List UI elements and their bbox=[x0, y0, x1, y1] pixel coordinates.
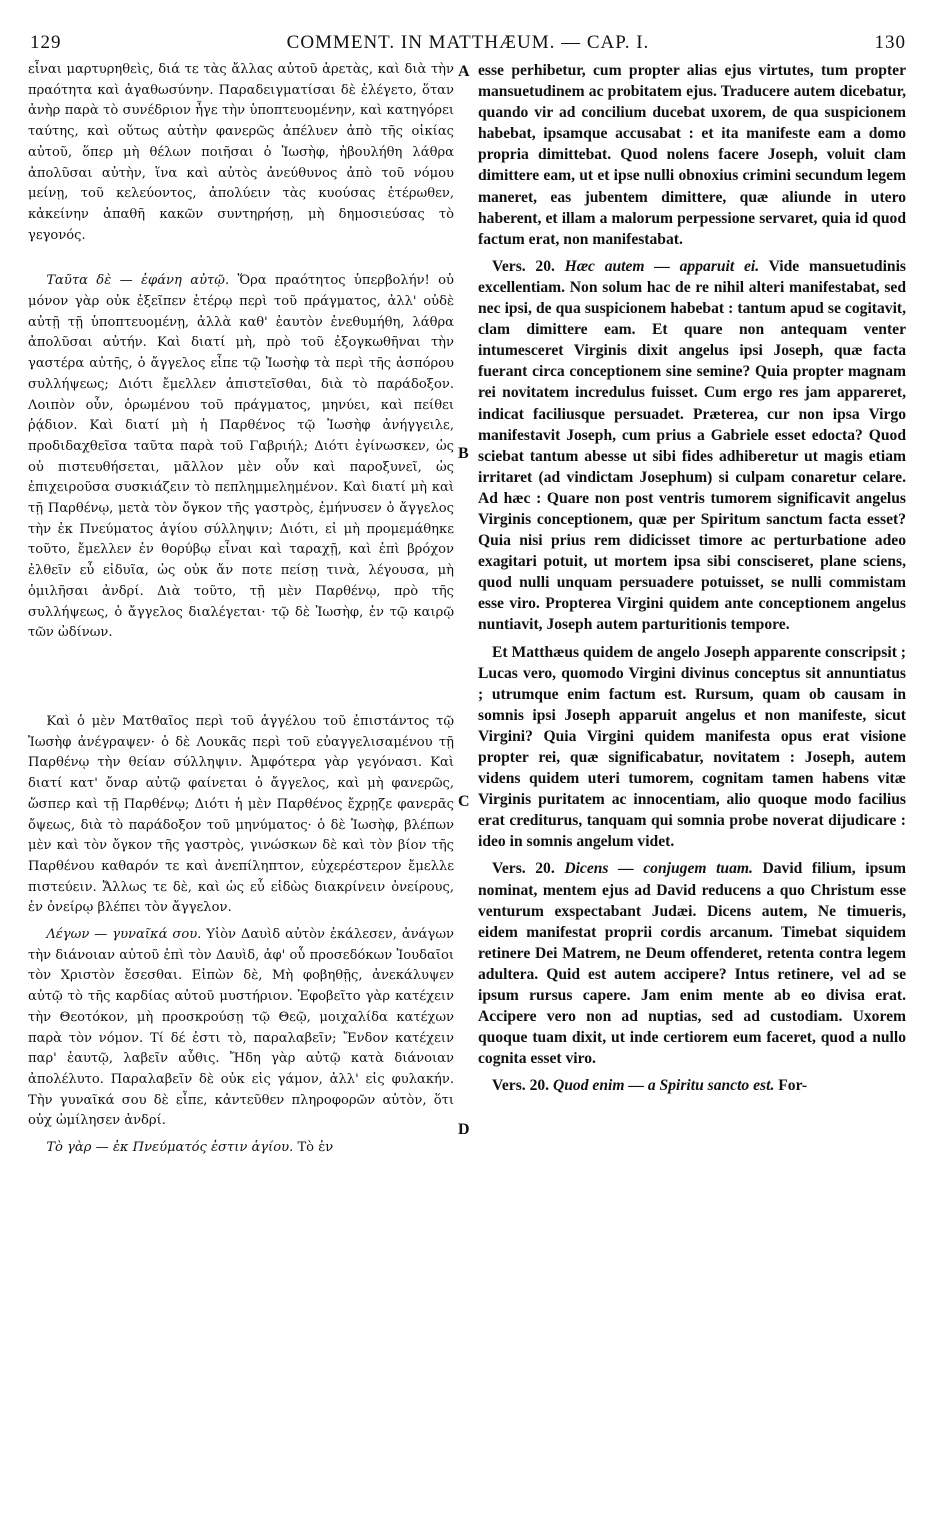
latin-lemma-5: Quod enim — a Spiritu sancto est. bbox=[552, 1077, 775, 1095]
greek-paragraph-5 bbox=[28, 1138, 454, 1159]
greek-text-2: Ὅρα πραότητος ὑπερβολήν! οὐ μόνον γὰρ οὐκ ἐξεῖπεν ἑτέρῳ περὶ τοῦ πράγματος, ἀλλ' οὐδὲ αὐτῇ τῇ ὑποπτευομένῃ, ἀλλὰ καθ' ἑαυτὸν ἐνεθυμήθη, λάθρα ἀπολῦσαι αὐτήν. Καὶ διατί μὴ, πρὸ τοῦ ἐξογκωθῆναι τὴν γαστέρα αὐτῆς, ὁ ἄγγελος εἶπε τῷ Ἰωσὴφ τὰ περὶ τῆς ἀσπόρου συλλήψεως; Διότι ἔμελλεν ἀπιστεῖσθαι, διὰ τὸ παράδοξον. Λοιπὸν οὖν, ὁρωμένου τοῦ πράγματος, μηνύει, καὶ πείθει ῥᾴδιον. Καὶ διατί μὴ ἡ Παρθένος τῷ Ἰωσὴφ ἀνήγγειλε, προδιδαχθεῖσα ταῦτα παρὰ τοῦ Γαβριήλ; Διότι ἐγίνωσκεν, ὡς οὐ πιστευθήσεται, μᾶλλον μὲν οὖν καὶ παροξυνεῖ, ὡς ἐπιχειροῦσα συσκιάζειν τὸ πεπλημμελημένον. Καὶ διατί μὴ καὶ τῇ Παρθένῳ, μετὰ τὸν ὄγκον τῆς γαστρὸς, ἐμήνυσεν ὁ ἄγγελος τὴν ἐκ Πνεύματος ἁγίου σύλληψιν; Διότι, εἰ μὴ προμεμάθηκε τοῦτο, ἔμελλεν ἐν θορύβῳ εἶναι καὶ ταραχῇ, καὶ ἐπὶ βρόχον ἐλθεῖν εὖ εἰδυῖα, ὡς οὐκ ἄν ποτε πείσῃ τινὰ, λέγουσα, μὴ ὁμιλῆσαι ἀνδρί. Διὰ τοῦτο, τῇ μὲν Παρθένῳ, πρὸ τῆς συλλήψεως, ὁ ἄγγελος διαλέγεται· τῷ δὲ Ἰωσὴφ, ἐν τῷ καιρῷ τῶν ὠδίνων. bbox=[28, 273, 454, 641]
latin-paragraph-4 bbox=[478, 858, 906, 1069]
latin-paragraph-5 bbox=[478, 1075, 906, 1096]
greek-text-4: Υἱὸν Δαυὶδ αὐτὸν ἐκάλεσεν, ἀνάγων τὴν διάνοιαν αὐτοῦ ἐπὶ τὸν Δαυὶδ, ἀφ' οὗ προσεδόκων Ἰουδαῖοι τὸν Χριστὸν ἔσεσθαι. Εἰπὼν δὲ, Μὴ φοβηθῇς, ἀνεκάλυψεν αὐτῷ τὸ τῆς καρδίας αὐτοῦ μυστήριον. Ἐφοβεῖτο γὰρ κατέχειν τὴν Θεοτόκον, μὴ προσκρούσῃ τῷ Θεῷ, μοιχαλίδα κατέχων παρὰ τὸν νόμον. Τί δέ ἐστι τὸ, παραλαβεῖν; Ἔνδον κατέχειν παρ' ἑαυτῷ, λαβεῖν αὖθις. Ἤδη γὰρ αὐτῷ κατὰ διάνοιαν ἀπολέλυτο. Παραλαβεῖν δὲ οὐκ εἰς γάμον, ἀλλ' εἰς φυλακήν. Τὴν γυναῖκά σου δὲ εἶπε, κἀντεῦθεν πληροφορῶν αὐτὸν, ὅτι οὐχ ὡμίλησεν ἀνδρί. bbox=[28, 927, 454, 1129]
margin-marker-a: A bbox=[458, 63, 470, 80]
margin-marker-d: D bbox=[458, 1121, 470, 1138]
latin-verse-ref-4: Vers. 20. bbox=[492, 860, 555, 878]
page-number-left: 129 bbox=[30, 32, 62, 53]
running-title: COMMENT. IN MATTHÆUM. — CAP. I. bbox=[286, 32, 650, 53]
latin-text-2: Vide mansuetudinis excellentiam. Non solum hac de re nihil alteri manifestabat, sed nec ipsi, de qua suspicionem habebat : tantum apud se cogitavit, clam dimittere eam. Et quare non antequam venter intumesceret Virginis dixit angelus ipsi Joseph, quæ facta fuerant circa conceptionem sine semine? Quia propter magnam rei novitatem incredulus fuisset. Cum ergo res jam appareret, indicat faciliusque persuadet. Præterea, cur non ipsa Virgo manifestavit Joseph, cum prius a Gabriele esset edocta? Quod sciebat tantum abesse ut sibi fides adhiberetur ut magis etiam irritaret (ad vindictam Josephum) si culpam conaretur celare. Ad hæc : Quare non post ventris tumorem significavit angelus Virginis conceptionem, quæ per Spiritum sanctum facta esset? Quia nisi prius rem didicisset timore ac perturbatione adeo exagitari potuit, ut mortem ipsa sibi consciseret, plane sciens, quod nulli unquam persuadere potuisset, se nulli commistam esse viro. Propterea Virgini quidem ante conceptionem angelus nuntiavit, Joseph autem parturitionis tempore. bbox=[478, 257, 907, 634]
margin-marker-b: B bbox=[458, 445, 469, 462]
latin-lemma-4: Dicens — conjugem tuam. bbox=[564, 860, 753, 878]
latin-paragraph-2 bbox=[478, 256, 906, 636]
greek-paragraph-4 bbox=[28, 925, 454, 1132]
latin-verse-ref-2: Vers. 20. bbox=[492, 257, 555, 275]
latin-verse-ref-5: Vers. 20. bbox=[492, 1077, 550, 1095]
running-header bbox=[30, 32, 906, 58]
latin-paragraph-1: esse perhibetur, cum propter alias ejus virtutes, tum propter mansuetudinem ac probitatem ejus. Traducere autem dicebatur, quando vir ad concilium ducebat uxorem, de qua suspicionem habebat, ipsamque accusabat : et ita manifeste eam a domo propria dimittebat. Quod nolens facere Joseph, voluit clam dimittere eam, ut et ipse nulli obnoxius crimini secundum legem maneret, eas jubentem dimittere, quæ aliunde in utero haberent, et illam a malorum perpessione servaret, quia id quod factum erat, non manifestabat. bbox=[478, 62, 906, 248]
page-number-right: 130 bbox=[874, 32, 906, 53]
latin-lemma-2: Hæc autem — apparuit ei. bbox=[564, 257, 760, 275]
greek-lemma-2: Ταῦτα δὲ — ἐφάνη αὐτῷ. bbox=[46, 273, 230, 289]
margin-marker-c: C bbox=[458, 793, 470, 810]
greek-lemma-4: Λέγων — γυναῖκά σου. bbox=[46, 927, 202, 943]
greek-text-5: Τὸ ἐν bbox=[297, 1140, 334, 1156]
latin-text-4: David filium, ipsum nominat, mentem ejus ad David reducens a quo Christum esse venturum exspectabant Judæi. Dicens autem, Ne timueris, eidem manifestat proprii cordis arcanum. Timebat siquidem retinere Dei Matrem, ne Deum offenderet, retenta contra legem adultera. Quid est autem accipere? Intus retinere, vel ad se ipsum rursus capere. Jam enim mente ab eo divisa erat. Accipere vero non ad nuptias, sed ad custodiam. Uxorem quoque tuam dixit, ut inde certiorem eum faceret, quod a nullo cognita esset viro. bbox=[478, 860, 906, 1068]
greek-paragraph-2 bbox=[28, 271, 454, 644]
latin-column bbox=[478, 60, 906, 1097]
greek-column bbox=[28, 60, 454, 1159]
greek-lemma-5: Τὸ γὰρ — ἐκ Πνεύματός ἐστιν ἁγίου. bbox=[46, 1140, 294, 1156]
greek-paragraph-3: Καὶ ὁ μὲν Ματθαῖος περὶ τοῦ ἀγγέλου τοῦ ἐπιστάντος τῷ Ἰωσὴφ ἀνέγραψεν· ὁ δὲ Λουκᾶς περὶ τοῦ εὐαγγελισαμένου τῇ Παρθένῳ τὴν θείαν σύλληψιν. Ἀμφότερα γὰρ γεγόνασι. Καὶ διατί κατ' ὄναρ αὐτῷ φαίνεται ὁ ἄγγελος, καὶ μὴ φανερῶς, ὥσπερ καὶ τῇ Παρθένῳ; Διότι ἡ μὲν Παρθένος ἔχρῃζε φανερᾶς ὄψεως, διὰ τὸ παράδοξον τοῦ μηνύματος· ὁ δὲ Ἰωσὴφ, βλέπων μὲν καὶ τὸν ὄγκον τῆς γαστρὸς, γινώσκων δὲ καὶ τὸν βίον τῆς Παρθένου καθαρόν τε καὶ ἀνεπίληπτον, εὐχερέστερον ἔμελλε πιστεύειν. Ἄλλως τε δὲ, καὶ ὡς εὖ εἰδὼς διακρίνειν ὀνείρους, ἐν ὀνείρῳ βλέπει τὸν ἄγγελον. bbox=[28, 713, 454, 916]
greek-paragraph-1: εἶναι μαρτυρηθεὶς, διά τε τὰς ἄλλας αὐτοῦ ἀρετὰς, καὶ διὰ τὴν πραότητα καὶ ἀγαθωσύνην. Παραδειγματίσαι δὲ ἐλέγετο, ὅταν ἀνὴρ παρὰ τὸ συνέδριον ἦγε τὴν ὑποπτευομένην, καὶ κατηγόρει ταύτης, καὶ οὕτως αὐτὴν φανερῶς ἀπέλυεν ἀπὸ τῆς οἰκίας αὐτοῦ, ὅπερ μὴ θέλων ποιῆσαι ὁ Ἰωσὴφ, ἠβουλήθη λάθρα ἀπολῦσαι αὐτὴν, ἵνα καὶ αὐτὸς ἀνεύθυνος ἀπὸ τοῦ νόμου μείνῃ, τοῦ κελεύοντος, ἀπολύειν τὰς κυούσας ἑτέρωθεν, κἀκείνην ἀπαθῆ κακῶν συντηρήσῃ, μὴ δημοσιεύσας τὸ γεγονός. bbox=[28, 62, 454, 243]
latin-text-5: For- bbox=[778, 1077, 808, 1095]
latin-paragraph-3: Et Matthæus quidem de angelo Joseph apparente conscripsit ; Lucas vero, quomodo Virgini divinus conceptus sit annuntiatus ; utrumque enim factum est. Rursum, quam ob causam in somnis ipsi Joseph apparuit angelus et non manifeste, sicut Virgini? Quia Virgini quidem manifesta opus erat visione propter rei, quæ significabatur, novitatem : Joseph, autem videns quidem uteri tumorem, cognitam tamen habens vitæ Virginis puritatem ac innocentiam, alio quoque modo facilius erat crediturus, tanquam qui somnia probe noverat dijudicare : ideo in somnis angelum videt. bbox=[478, 643, 906, 851]
